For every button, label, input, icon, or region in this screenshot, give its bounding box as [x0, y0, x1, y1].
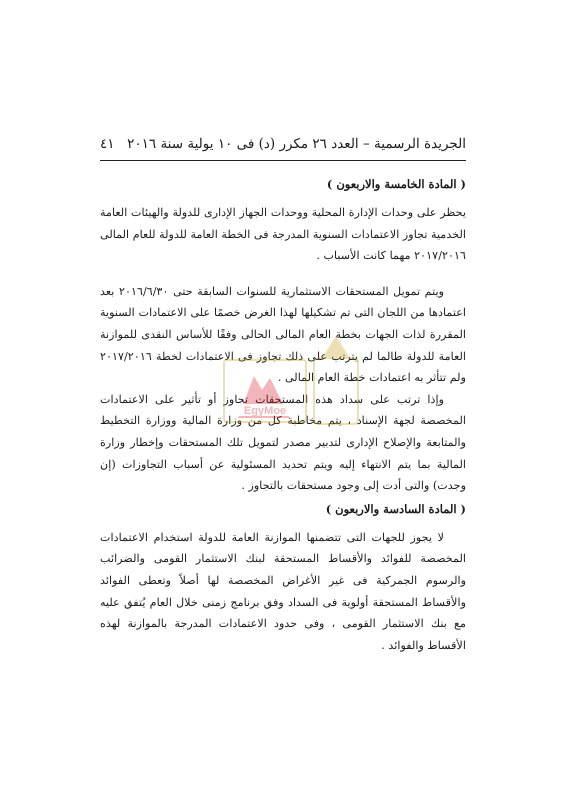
article-45-title: ( المادة الخامسة والاربعون ) — [326, 177, 466, 191]
document-body — [100, 172, 466, 656]
header-title: الجريدة الرسمية – العدد ٢٦ مكرر (د) فى ١٠ يولية سنة ٢٠١٦ — [127, 136, 466, 152]
page-number: ٤١ — [100, 136, 115, 152]
page-header — [100, 136, 466, 152]
article-45-paragraph-2: ويتم تمويل المستحقات الاستثمارية للسنوات السابقة حتى ٢٠١٦/٦/٣٠ بعد اعتمادها من اللجان التى تم تشكيلها لهذا الغرض خصمًا على الاعتمادات السنوية المقررة لذات الجهات بخطة العام المالى الحالى وفقًا للأساس النقدى للموازنة العامة للدولة طالما لم يترتب على ذلك تجاوز فى الاعتمادات لخطة ٢٠١٧/٢٠١٦ ولم تتأثر به اعتمادات خطة العام المالى . — [100, 284, 466, 385]
header-divider — [100, 160, 466, 161]
article-45-paragraph-1: يحظر على وحدات الإدارة المحلية ووحدات الجهاز الإدارى للدولة والهيئات العامة الخدمية تجاوز الاعتمادات السنوية المدرجة فى الخطة العامة للدولة للعام المالى ٢٠١٧/٢٠١٦ مهما كانت الأسباب . — [100, 206, 466, 263]
watermark-text: EgyMoe — [243, 405, 287, 417]
article-46-paragraph-1: لا يجوز للجهات التى تتضمنها الموازنة العامة للدولة استخدام الاعتمادات المخصصة للفوائد والأقساط المستحقة لبنك الاستثمار القومى والضرائب والرسوم الجمركية فى غير الأغراض المخصصة لها أصلاً وتعطى الفوائد والأقساط المستحقة أولوية فى السداد وفق برنامج زمنى خلال العام يُتفق عليه مع بنك الاستثمار القومى ، وفى حدود الاعتمادات المدرجة بالموازنة لهذه الأقساط والفوائد . — [100, 530, 466, 652]
article-45-paragraph-3: وإذا ترتب على سداد هذه المستحقات تجاوز أو تأثير على الاعتمادات المخصصة لجهة الإسناد ، يتم مخاطبة كل من وزارة المالية ووزارة التخطيط والمتابعة والإصلاح الإدارى لتدبير مصدر لتمويل تلك المستحقات وإخطار وزارة المالية بما يتم الانتهاء إليه ويتم تحديد المسئولية عن أسباب التجاوزات (إن وجدت) والتى أدت إلى وجود مستحقات بالتجاوز . — [100, 392, 466, 493]
article-46-title: ( المادة السادسة والاربعون ) — [325, 501, 466, 516]
